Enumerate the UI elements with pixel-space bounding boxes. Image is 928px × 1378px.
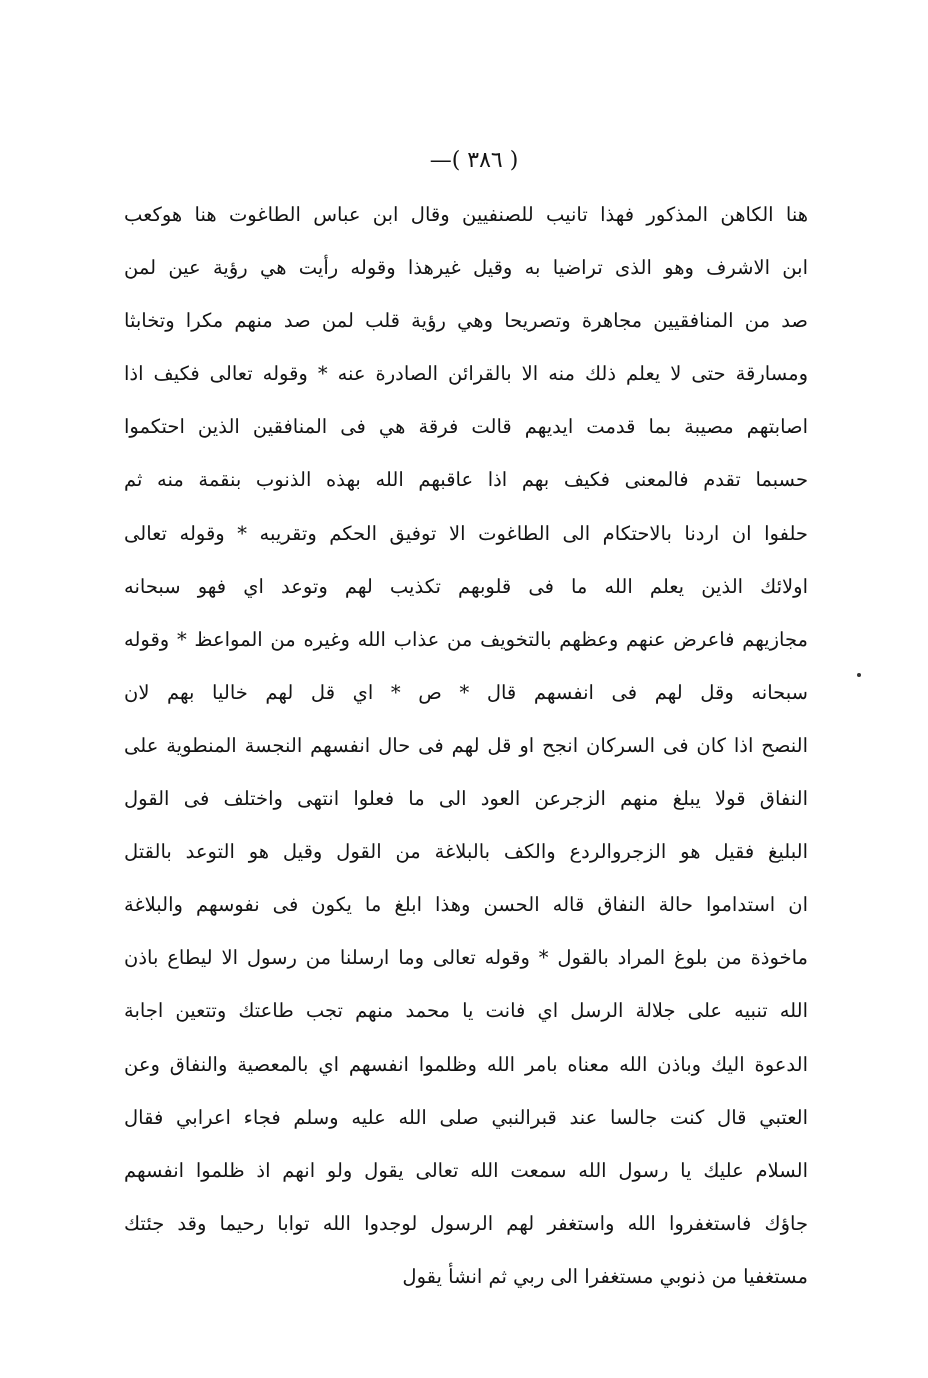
text-line: النصح اذا كان فى السركان انجح او قل لهم فى حال انفسهم النجسة المنطوية على <box>124 733 808 757</box>
text-line: جاؤك فاستغفروا الله واستغفر لهم الرسول لوجدوا الله توابا رحيما وقد جئتك <box>124 1211 808 1235</box>
text-line: السلام عليك يا رسول الله سمعت الله تعالى يقول ولو انهم اذ ظلموا انفسهم <box>124 1158 808 1182</box>
text-line: صد من المنافقيين مجاهرة وتصريحا وهي رؤية قلب لمن صد منهم مكرا وتخابثا <box>124 309 808 333</box>
text-line: اولائك الذين يعلم الله ما فى قلوبهم تكذيب لهم وتوعد اي فهو سبحانه <box>124 574 808 598</box>
text-line: ومسارقة حتى لا يعلم ذلك منه الا بالقرائن الصادرة عنه * وقوله تعالى فكيف اذا <box>124 362 808 386</box>
text-line: ان استداموا حالة النفاق قاله الحسن وهذا ابلغ ما يكون فى نفوسهم والبلاغة <box>124 893 808 917</box>
text-line: اصابتهم مصيبة بما قدمت ايديهم قالت فرقة هي فى المنافقين الذين احتكموا <box>124 415 808 439</box>
text-line: النفاق قولا يبلغ منهم الزجرعن العود الى ما فعلوا انتهى واختلف فى القول <box>124 787 808 811</box>
stray-ink-dot <box>857 673 861 677</box>
text-line: هنا الكاهن المذكور فهذا تانيب للصنفيين وقال ابن عباس الطاغوت هنا هوكعب <box>124 203 808 226</box>
page-number: ( ٣٨٦ )— <box>429 148 519 173</box>
text-line: ماخوذة من بلوغ المراد بالقول * وقوله تعالى وما ارسلنا من رسول الا ليطاع باذن <box>124 946 808 970</box>
text-line: حلفوا ان اردنا بالاحتكام الى الطاغوت الا توفيق الحكم وتقريبه * وقوله تعالى <box>124 521 808 545</box>
text-line: العتبي قال كنت جالسا عند قبرالنبي صلى الله عليه وسلم فجاء اعرابي فقال <box>124 1105 808 1129</box>
body-text <box>124 188 808 1303</box>
text-line: حسبما تقدم فالمعنى فكيف بهم اذا عاقبهم الله بهذه الذنوب بنقمة منه ثم <box>124 468 808 492</box>
text-line: ابن الاشرف وهو الذى تراضيا به وقيل غيرهذا وقوله رأيت هي رؤية عين لمن <box>124 256 808 280</box>
text-line: مجازيهم فاعرض عنهم وعظهم بالتخويف من عذاب الله وغيره من المواعظ * وقوله <box>124 627 808 651</box>
text-line: سبحانه وقل لهم فى انفسهم قال * ص * اي قل لهم خاليا بهم لان <box>124 680 808 704</box>
text-line: الدعوة اليك وباذن الله معناه بامر الله وظلموا انفسهم اي بالمعصية والنفاق وعن <box>124 1052 808 1076</box>
text-line-last: مستغفيا من ذنوبي مستغفرا الى ربي ثم انشأ يقول <box>402 1264 808 1288</box>
text-line: البليغ فقيل هو الزجروالردع والكف بالبلاغة من القول وقيل هو التوعد بالقتل <box>124 840 808 864</box>
text-line: الله تنبيه على جلالة الرسل اي فانت يا محمد منهم تجب طاعتك وتتعين اجابة <box>124 999 808 1023</box>
